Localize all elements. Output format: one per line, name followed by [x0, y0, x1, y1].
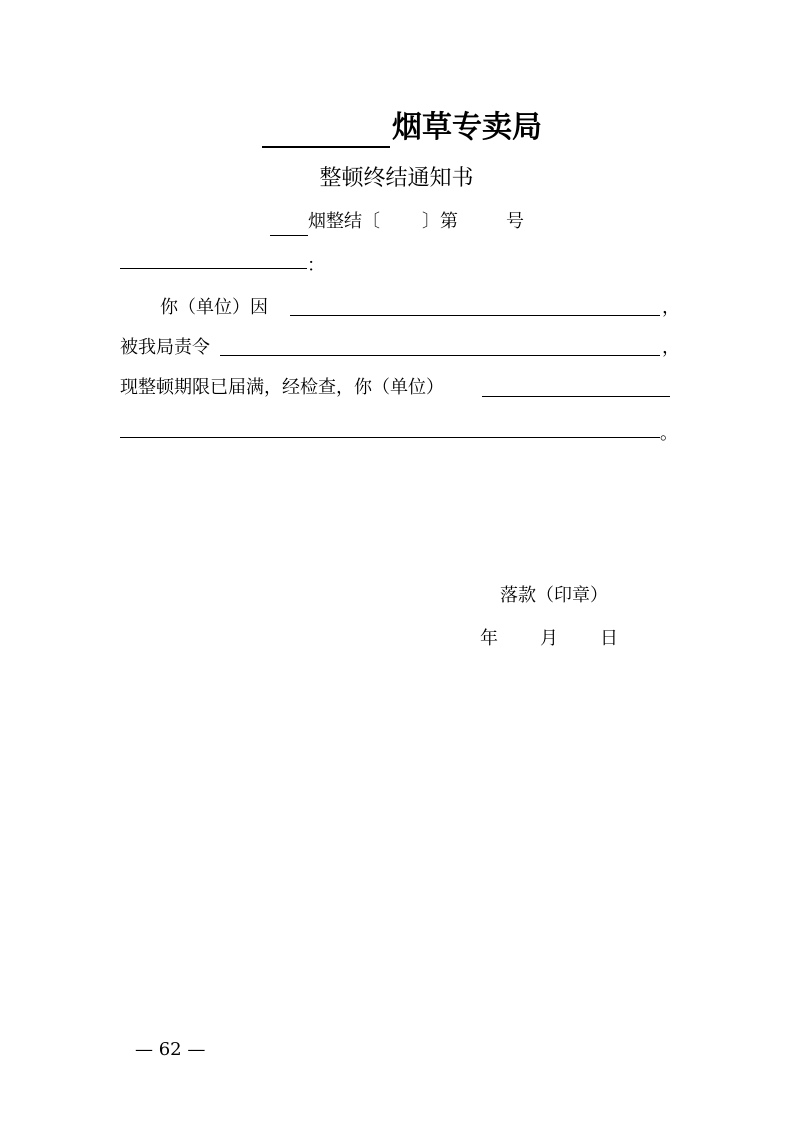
order-blank	[220, 355, 660, 356]
doc-number-prefix-blank	[270, 213, 308, 236]
body-line-1-end: ，	[662, 297, 680, 318]
reason-blank	[290, 315, 660, 316]
body-line-3-text: 现整顿期限已届满，经检查，你（单位）	[120, 377, 444, 398]
agency-suffix: 烟草专卖局	[392, 110, 542, 145]
doc-number-suffix: 号	[506, 211, 524, 232]
agency-name-blank	[262, 116, 390, 148]
body-line-1-text: 你（单位）因	[160, 297, 268, 318]
doc-number-bracket: 〕第	[422, 211, 458, 232]
result-blank-2	[120, 437, 660, 438]
doc-number-prefix: 烟整结〔	[308, 211, 380, 232]
date-year: 年	[480, 628, 498, 649]
document-number	[270, 208, 524, 236]
body-line-2-end: ，	[662, 337, 680, 358]
result-blank-1	[482, 396, 670, 397]
agency-header	[262, 108, 542, 148]
document-title: 整顿终结通知书	[319, 166, 474, 191]
signature-label: 落款（印章）	[500, 585, 608, 606]
addressee-colon: ：	[307, 255, 325, 276]
date-month: 月	[540, 628, 558, 649]
date-day: 日	[600, 628, 618, 649]
body-line-4-end: 。	[660, 423, 678, 444]
addressee-blank	[120, 268, 307, 269]
date-line	[480, 625, 618, 653]
page-number: — 62 —	[135, 1039, 206, 1060]
body-line-2-text: 被我局责令	[120, 337, 210, 358]
